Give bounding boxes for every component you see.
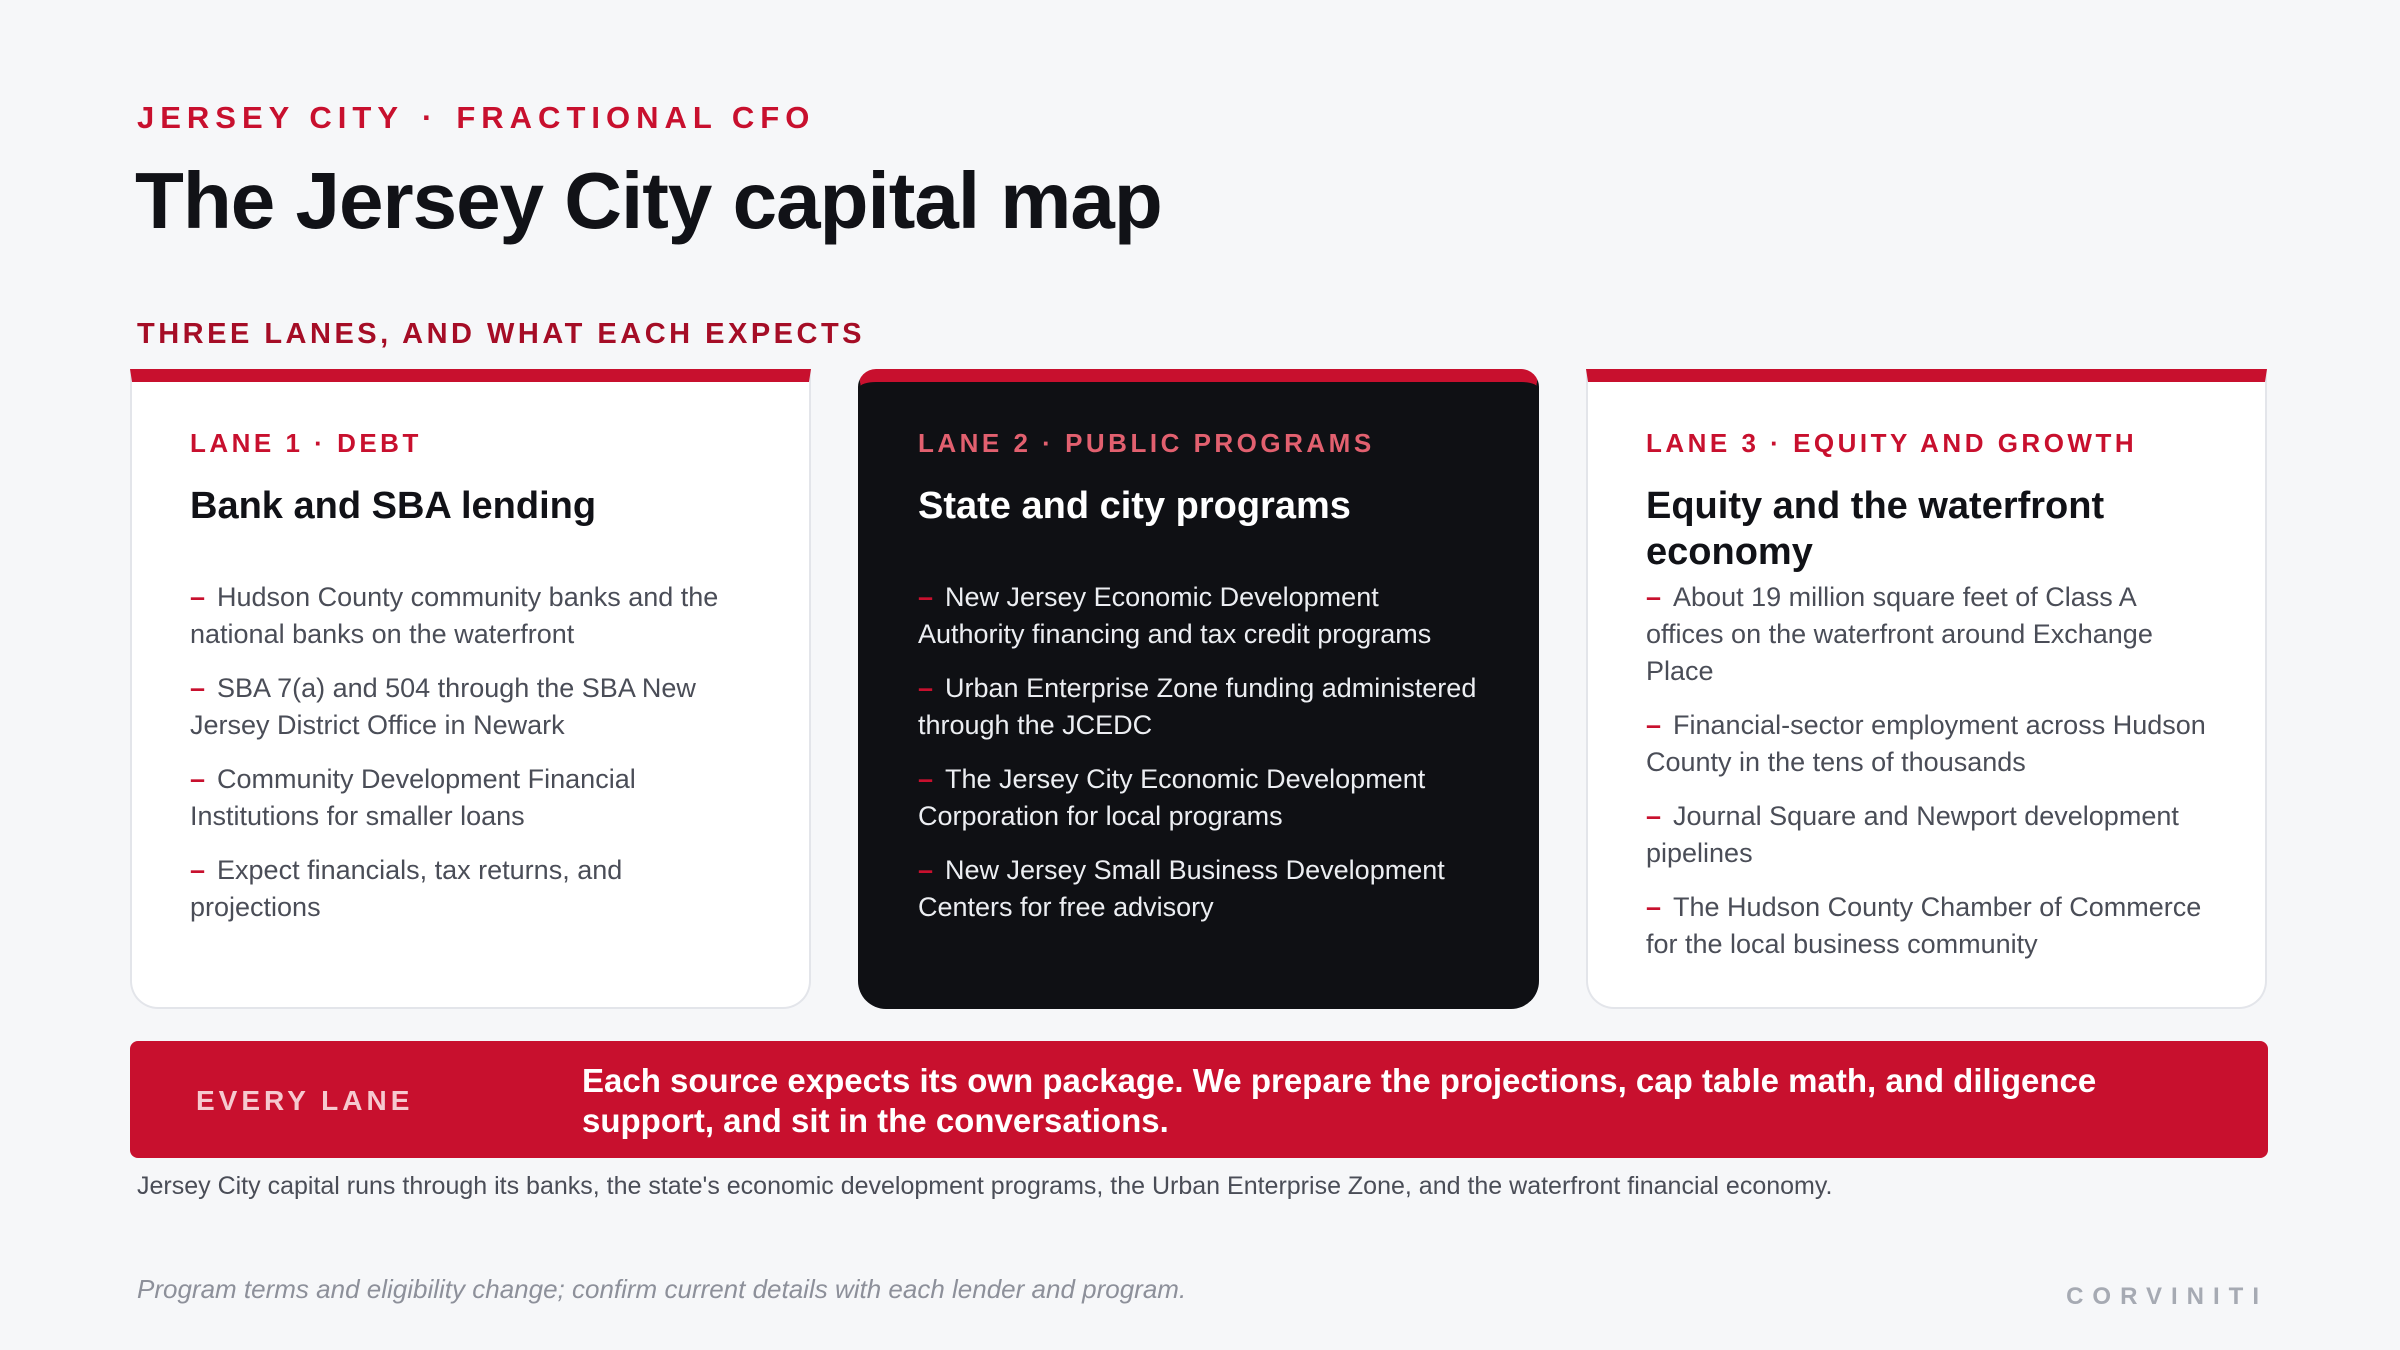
list-item-text: The Hudson County Chamber of Commerce for the local business community xyxy=(1646,892,2202,959)
dash-icon: – xyxy=(918,764,934,794)
dash-icon: – xyxy=(918,673,934,703)
brand-logo: CORVINITI xyxy=(2066,1283,2268,1310)
lane-card-equity-growth xyxy=(1586,369,2267,1009)
lane-label: LANE 3 · EQUITY AND GROWTH xyxy=(1646,428,2138,458)
list-item xyxy=(918,670,1479,744)
list-item xyxy=(1646,707,2207,781)
disclaimer: Program terms and eligibility change; confirm current details with each lender and program. xyxy=(137,1274,1187,1304)
list-item-text: The Jersey City Economic Development Corporation for local programs xyxy=(918,764,1426,831)
list-item-text: New Jersey Economic Development Authority financing and tax credit programs xyxy=(918,582,1432,649)
list-item-text: Urban Enterprise Zone funding administered through the JCEDC xyxy=(918,673,1477,740)
list-item xyxy=(190,579,751,653)
lane-title: State and city programs xyxy=(918,485,1351,527)
lane-label: LANE 2 · PUBLIC PROGRAMS xyxy=(918,428,1375,458)
dash-icon: – xyxy=(1646,710,1662,740)
list-item xyxy=(918,761,1479,835)
list-item-text: Financial-sector employment across Hudson County in the tens of thousands xyxy=(1646,710,2206,777)
list-item-text: Expect financials, tax returns, and projections xyxy=(190,855,623,922)
list-item xyxy=(1646,889,2207,963)
list-item-text: About 19 million square feet of Class A offices on the waterfront around Exchange Place xyxy=(1646,582,2153,686)
list-item xyxy=(190,761,751,835)
lane-title: Bank and SBA lending xyxy=(190,485,597,527)
list-item xyxy=(190,670,751,744)
lane-title: Equity and the waterfront economy xyxy=(1646,485,2105,573)
dash-icon: – xyxy=(1646,582,1662,612)
list-item-text: Community Development Financial Institutions for smaller loans xyxy=(190,764,636,831)
list-item-text: Journal Square and Newport development pipelines xyxy=(1646,801,2179,868)
lane-card-public-programs xyxy=(858,369,1539,1009)
dash-icon: – xyxy=(918,582,934,612)
dash-icon: – xyxy=(190,855,206,885)
eyebrow-location: JERSEY CITY xyxy=(137,100,405,135)
lanes-row xyxy=(130,369,2268,1009)
dash-icon: – xyxy=(1646,801,1662,831)
lane-item-list xyxy=(190,579,751,926)
list-item xyxy=(190,852,751,926)
lane-item-list xyxy=(918,579,1479,926)
every-lane-banner xyxy=(130,1041,2268,1158)
eyebrow-service: FRACTIONAL CFO xyxy=(456,100,816,135)
list-item-text: SBA 7(a) and 504 through the SBA New Jersey District Office in Newark xyxy=(190,673,696,740)
list-item xyxy=(918,579,1479,653)
list-item-text: Hudson County community banks and the national banks on the waterfront xyxy=(190,582,719,649)
page-title: The Jersey City capital map xyxy=(135,156,1162,245)
list-item xyxy=(1646,798,2207,872)
dash-icon: – xyxy=(918,855,934,885)
list-item xyxy=(918,852,1479,926)
list-item xyxy=(1646,579,2207,690)
dash-icon: – xyxy=(190,582,206,612)
eyebrow-separator: · xyxy=(422,100,439,135)
lane-card-debt xyxy=(130,369,811,1009)
dash-icon: – xyxy=(1646,892,1662,922)
eyebrow xyxy=(137,100,815,136)
banner-label: EVERY LANE xyxy=(196,1085,414,1116)
dash-icon: – xyxy=(190,764,206,794)
dash-icon: – xyxy=(190,673,206,703)
lane-item-list xyxy=(1646,579,2207,963)
caption: Jersey City capital runs through its banks, the state's economic development programs, the Urban Enterprise Zone, and the waterfront financial economy. xyxy=(137,1172,1833,1200)
lane-label: LANE 1 · DEBT xyxy=(190,428,422,458)
section-label: THREE LANES, AND WHAT EACH EXPECTS xyxy=(137,318,866,350)
list-item-text: New Jersey Small Business Development Centers for free advisory xyxy=(918,855,1445,922)
banner-text: Each source expects its own package. We prepare the projections, cap table math, and diligence support, and sit in the conversations. xyxy=(582,1062,2097,1139)
